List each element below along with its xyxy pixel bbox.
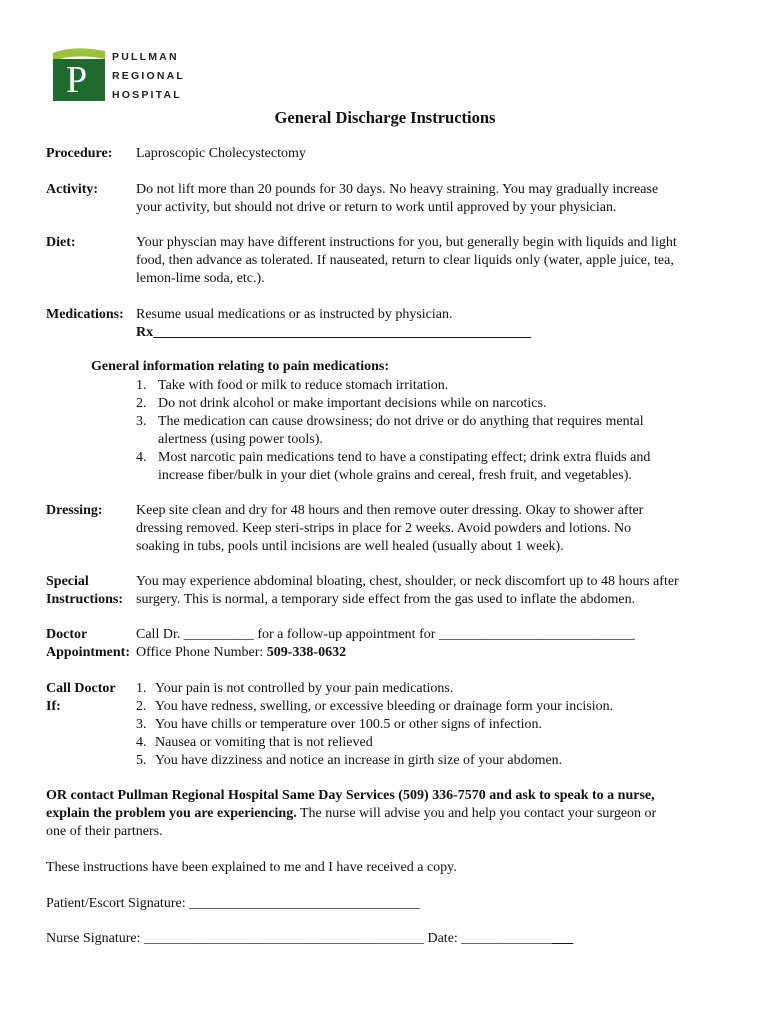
list-number: 2. — [136, 396, 147, 411]
procedure-label: Procedure: — [46, 146, 113, 161]
patient-signature-line[interactable]: Patient/Escort Signature: _________________________________ — [46, 896, 421, 911]
activity-label: Activity: — [46, 182, 99, 197]
call-doctor-label — [46, 680, 116, 716]
call-doctor-label-2: If: — [46, 699, 61, 714]
list-text: Take with food or milk to reduce stomach irritation. — [158, 378, 449, 393]
special-label-1: Special — [46, 574, 89, 589]
rx-line[interactable]: Rx______________________________________________________ — [136, 325, 532, 340]
list-text: Your pain is not controlled by your pain medications. — [155, 681, 454, 696]
nurse-signature-line[interactable] — [46, 930, 573, 948]
dressing-line: Keep site clean and dry for 48 hours and then remove outer dressing. Okay to shower after — [136, 503, 644, 518]
list-number: 1. — [136, 681, 147, 696]
contact-normal: The nurse will advise you and help you contact your surgeon or — [296, 806, 657, 821]
special-line: You may experience abdominal bloating, chest, shoulder, or neck discomfort up to 48 hours after — [136, 574, 679, 589]
diet-text — [136, 234, 677, 288]
list-item — [136, 377, 650, 395]
list-item — [136, 413, 650, 431]
list-item — [136, 716, 613, 734]
medications-text — [136, 306, 531, 342]
pain-info-heading: General information relating to pain medications: — [91, 359, 389, 374]
contact-line-2 — [46, 805, 656, 823]
doctor-appointment-label — [46, 626, 130, 662]
special-label — [46, 573, 123, 609]
list-text: You have chills or temperature over 100.5 or other signs of infection. — [155, 717, 542, 732]
call-doctor-label-1: Call Doctor — [46, 681, 116, 696]
medications-line: Resume usual medications or as instructed by physician. — [136, 307, 453, 322]
dressing-text — [136, 502, 643, 556]
contact-bold: explain the problem you are experiencing. — [46, 806, 297, 821]
list-number: 5. — [136, 753, 147, 768]
nurse-signature-text: Nurse Signature: ________________________________________ Date: _____________ — [46, 931, 553, 946]
phone-number: 509-338-0632 — [266, 645, 347, 660]
list-text: The medication can cause drowsiness; do not drive or do anything that requires mental — [158, 414, 644, 429]
contact-line-3: one of their partners. — [46, 824, 163, 839]
date-underline-bold: ___ — [552, 931, 574, 946]
list-item — [136, 680, 613, 698]
list-item — [136, 752, 613, 770]
list-number: 2. — [136, 699, 147, 714]
list-number: 1. — [136, 378, 147, 393]
procedure-text: Laproscopic Cholecystectomy — [136, 146, 306, 161]
list-item — [136, 395, 650, 413]
dressing-label: Dressing: — [46, 503, 103, 518]
contact-line-1: OR contact Pullman Regional Hospital Same Day Services (509) 336-7570 and ask to speak to a nurse, — [46, 788, 655, 803]
list-item — [136, 449, 650, 467]
pain-info-list — [136, 377, 650, 485]
contact-paragraph — [46, 787, 656, 841]
logo-line-1: PULLMAN — [112, 51, 179, 63]
list-item-cont: increase fiber/bulk in your diet (whole grains and cereal, fresh fruit, and vegetables). — [158, 468, 632, 483]
list-text: You have redness, swelling, or excessive bleeding or drainage form your incision. — [155, 699, 614, 714]
dressing-line: soaking in tubs, pools until incisions are well healed (usually about 1 week). — [136, 539, 564, 554]
activity-text — [136, 181, 658, 217]
acknowledgement: These instructions have been explained to me and I have received a copy. — [46, 860, 457, 875]
special-label-2: Instructions: — [46, 592, 124, 607]
phone-label: Office Phone Number: — [136, 645, 264, 660]
logo-line-2: REGIONAL — [112, 70, 186, 82]
list-text: Nausea or vomiting that is not relieved — [155, 735, 373, 750]
logo-letter: P — [66, 59, 88, 101]
list-item — [136, 734, 613, 752]
list-text: Do not drink alcohol or make important decisions while on narcotics. — [158, 396, 547, 411]
list-number: 4. — [136, 735, 147, 750]
page-title: General Discharge Instructions — [274, 108, 496, 127]
list-number: 4. — [136, 450, 147, 465]
diet-label: Diet: — [46, 235, 76, 250]
list-number: 3. — [136, 414, 147, 429]
doctor-label-1: Doctor — [46, 627, 88, 642]
diet-line: food, then advance as tolerated. If nauseated, return to clear liquids only (water, apple juice, tea, — [136, 253, 674, 268]
logo-line-3: HOSPITAL — [112, 89, 182, 101]
list-item-cont: alertness (using power tools). — [158, 432, 323, 447]
activity-line: Do not lift more than 20 pounds for 30 days. No heavy straining. You may gradually increase — [136, 182, 659, 197]
hospital-logo — [53, 47, 105, 101]
dressing-line: dressing removed. Keep steri-strips in place for 2 weeks. Avoid powders and lotions. No — [136, 521, 632, 536]
hospital-name — [112, 48, 185, 105]
special-line: surgery. This is normal, a temporary side effect from the gas used to inflate the abdomen. — [136, 592, 636, 607]
special-text — [136, 573, 679, 609]
list-text: You have dizziness and notice an increase in girth size of your abdomen. — [155, 753, 563, 768]
phone-line — [136, 644, 635, 662]
doctor-appointment-text — [136, 626, 635, 662]
list-text: Most narcotic pain medications tend to have a constipating effect; drink extra fluids and — [158, 450, 651, 465]
list-item — [136, 698, 613, 716]
activity-line: your activity, but should not drive or return to work until approved by your physician. — [136, 200, 617, 215]
medications-label: Medications: — [46, 307, 124, 322]
follow-up-line[interactable]: Call Dr. __________ for a follow-up appointment for ____________________________ — [136, 627, 635, 642]
call-doctor-list — [136, 680, 613, 770]
diet-line: lemon-lime soda, etc.). — [136, 271, 265, 286]
list-number: 3. — [136, 717, 147, 732]
doctor-label-2: Appointment: — [46, 645, 131, 660]
diet-line: Your physcian may have different instructions for you, but generally begin with liquids and light — [136, 235, 677, 250]
